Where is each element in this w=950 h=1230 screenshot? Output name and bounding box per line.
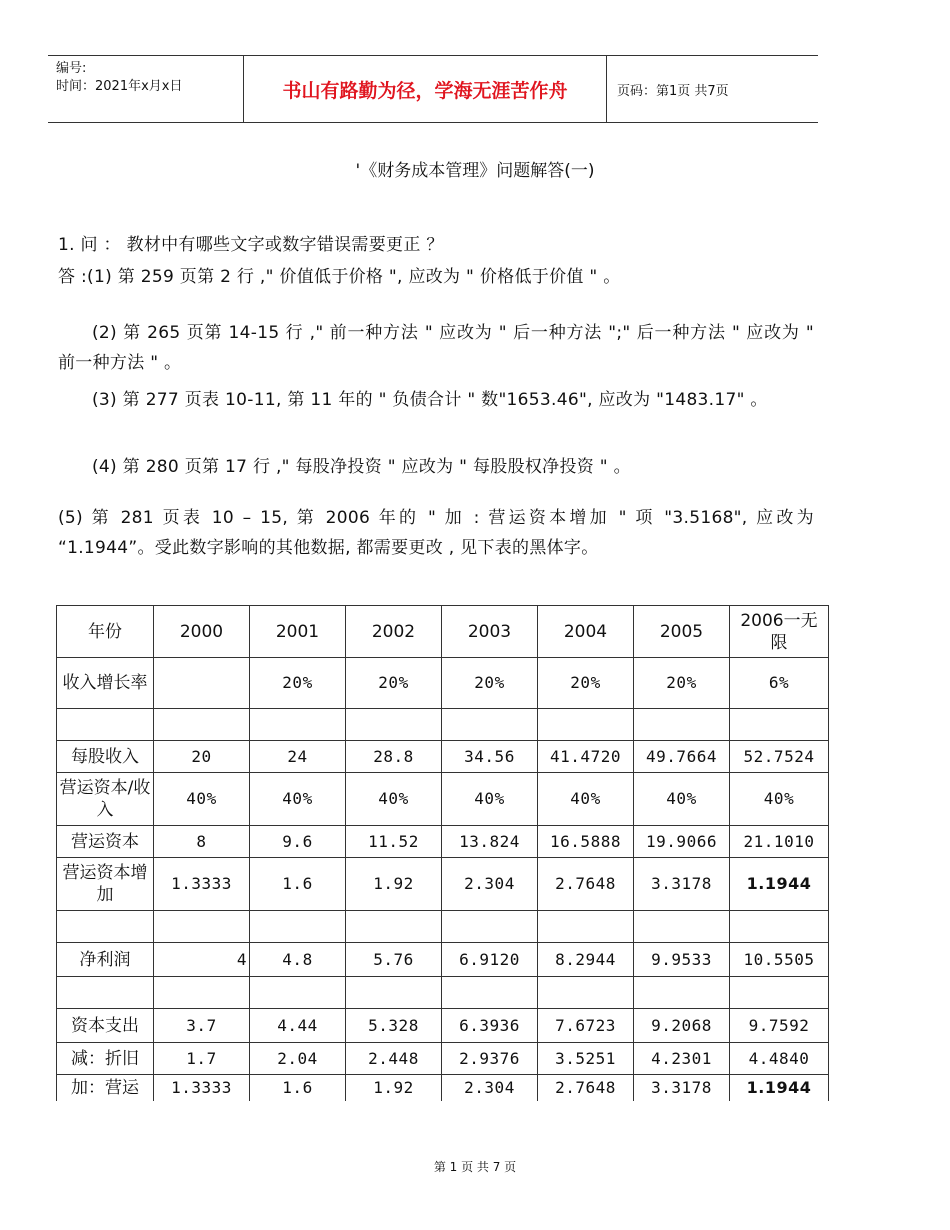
answer-item-3: (3) 第 277 页表 10-11, 第 11 年的 " 负债合计 " 数"1653.46", 应改为 "1483.17" 。 — [92, 390, 768, 410]
table-row — [57, 826, 829, 858]
header-cell: 2002 — [346, 606, 442, 658]
table-cell: 3.3178 — [634, 1075, 730, 1101]
table-cell — [538, 709, 634, 741]
page-header — [48, 55, 818, 123]
table-cell: 1.3333 — [154, 1075, 250, 1101]
table-cell: 41.4720 — [538, 741, 634, 773]
table-cell: 9.7592 — [730, 1009, 829, 1043]
table-cell: 20% — [346, 658, 442, 709]
table-cell — [346, 911, 442, 943]
table-cell: 20% — [250, 658, 346, 709]
table-cell: 4.4840 — [730, 1043, 829, 1075]
table-cell: 3.7 — [154, 1009, 250, 1043]
table-cell: 4.2301 — [634, 1043, 730, 1075]
table-cell: 5.76 — [346, 943, 442, 977]
table-cell: 40% — [250, 773, 346, 826]
table-cell: 8.2944 — [538, 943, 634, 977]
table-cell: 1.92 — [346, 1075, 442, 1101]
table-row — [57, 1075, 829, 1101]
row-label: 净利润 — [57, 943, 154, 977]
table-cell: 2.7648 — [538, 1075, 634, 1101]
table-cell: 40% — [538, 773, 634, 826]
table-row — [57, 1009, 829, 1043]
table-cell: 40% — [442, 773, 538, 826]
table-cell: 8 — [154, 826, 250, 858]
table-cell: 20% — [538, 658, 634, 709]
table-cell: 13.824 — [442, 826, 538, 858]
answer-item-1: 答 :(1) 第 259 页第 2 行 ," 价值低于价格 ", 应改为 " 价格低于价值 " 。 — [58, 267, 621, 287]
table-cell — [634, 911, 730, 943]
table-cell: 9.6 — [250, 826, 346, 858]
table-cell: 34.56 — [442, 741, 538, 773]
table-cell: 20% — [634, 658, 730, 709]
row-label — [57, 911, 154, 943]
table-cell: 4.8 — [250, 943, 346, 977]
answer-item-2: (2) 第 265 页第 14-15 行 ," 前一种方法 " 应改为 " 后一种方法 ";" 后一种方法 " 应改为 " 前一种方法 " 。 — [58, 323, 814, 373]
row-label: 每股收入 — [57, 741, 154, 773]
header-page-info: 页码：第1页 共7页 — [617, 83, 729, 99]
table-cell: 6% — [730, 658, 829, 709]
table-cell: 2.304 — [442, 1075, 538, 1101]
table-cell — [250, 911, 346, 943]
table-row — [57, 773, 829, 826]
table-cell: 7.6723 — [538, 1009, 634, 1043]
header-cell: 2000 — [154, 606, 250, 658]
table-cell: 1.6 — [250, 1075, 346, 1101]
table-cell: 40% — [346, 773, 442, 826]
table-row — [57, 709, 829, 741]
row-label: 营运资本增加 — [57, 858, 154, 911]
table-row — [57, 658, 829, 709]
table-cell: 2.7648 — [538, 858, 634, 911]
table-cell: 28.8 — [346, 741, 442, 773]
header-motto: 书山有路勤为径，学海无涯苦作舟 — [244, 56, 607, 122]
table-cell: 20 — [154, 741, 250, 773]
table-row — [57, 1043, 829, 1075]
answer-item-5: (5) 第 281 页表 10 – 15, 第 2006 年的 " 加 : 营运资本增加 " 项 "3.5168", 应改为 “1.1944”。受此数字影响的其他数据, 都需要更改 , 见下表的黑体字。 — [58, 508, 814, 558]
table-cell — [442, 911, 538, 943]
header-cell-year: 年份 — [57, 606, 154, 658]
table-cell: 19.9066 — [634, 826, 730, 858]
table-cell: 2.304 — [442, 858, 538, 911]
table-cell: 3.5251 — [538, 1043, 634, 1075]
table-cell — [730, 709, 829, 741]
correction-table — [56, 605, 829, 1101]
row-label: 减：折旧 — [57, 1043, 154, 1075]
table-cell: 40% — [730, 773, 829, 826]
table-cell: 9.2068 — [634, 1009, 730, 1043]
table-cell — [250, 977, 346, 1009]
table-row — [57, 911, 829, 943]
row-label: 营运资本/收入 — [57, 773, 154, 826]
table-row — [57, 977, 829, 1009]
table-cell: 11.52 — [346, 826, 442, 858]
table-header-row — [57, 606, 829, 658]
document-title: '《财务成本管理》问题解答(一) — [355, 161, 595, 181]
table-cell — [730, 977, 829, 1009]
table-row — [57, 741, 829, 773]
table-cell — [442, 709, 538, 741]
table-cell-corrected: 1.1944 — [730, 858, 829, 911]
table-cell: 20% — [442, 658, 538, 709]
row-label: 收入增长率 — [57, 658, 154, 709]
table-cell — [538, 977, 634, 1009]
row-label — [57, 709, 154, 741]
table-cell: 1.92 — [346, 858, 442, 911]
row-label: 资本支出 — [57, 1009, 154, 1043]
table-cell — [538, 911, 634, 943]
header-cell: 2003 — [442, 606, 538, 658]
table-cell: 16.5888 — [538, 826, 634, 858]
table-cell: 4 — [154, 943, 250, 977]
table-row — [57, 858, 829, 911]
table-cell — [250, 709, 346, 741]
table-cell — [154, 658, 250, 709]
table-cell: 2.04 — [250, 1043, 346, 1075]
table-cell: 3.3178 — [634, 858, 730, 911]
table-cell: 40% — [154, 773, 250, 826]
table-cell — [730, 911, 829, 943]
table-cell: 49.7664 — [634, 741, 730, 773]
table-cell-corrected: 1.1944 — [730, 1075, 829, 1101]
table-cell — [346, 977, 442, 1009]
table-cell — [634, 977, 730, 1009]
header-cell: 2005 — [634, 606, 730, 658]
table-cell — [154, 709, 250, 741]
table-cell — [634, 709, 730, 741]
table-cell — [346, 709, 442, 741]
header-cell: 2006一无限 — [730, 606, 829, 658]
table-cell: 6.3936 — [442, 1009, 538, 1043]
table-cell — [154, 977, 250, 1009]
table-cell — [442, 977, 538, 1009]
header-cell: 2001 — [250, 606, 346, 658]
table-cell: 1.3333 — [154, 858, 250, 911]
table-cell: 5.328 — [346, 1009, 442, 1043]
table-cell: 24 — [250, 741, 346, 773]
table-cell: 2.9376 — [442, 1043, 538, 1075]
table-cell: 9.9533 — [634, 943, 730, 977]
row-label: 营运资本 — [57, 826, 154, 858]
table-cell: 1.7 — [154, 1043, 250, 1075]
table-cell: 6.9120 — [442, 943, 538, 977]
table-cell — [154, 911, 250, 943]
table-cell: 4.44 — [250, 1009, 346, 1043]
document-time: 时间：2021年x月x日 — [56, 79, 183, 94]
header-meta — [48, 56, 244, 122]
document-number-label: 编号: — [56, 61, 87, 76]
table-cell: 10.5505 — [730, 943, 829, 977]
question-1: 1. 问 ： 教材中有哪些文字或数字错误需要更正 ？ — [58, 235, 444, 255]
table-row — [57, 943, 829, 977]
answer-item-4: (4) 第 280 页第 17 行 ," 每股净投资 " 应改为 " 每股股权净投资 " 。 — [92, 457, 631, 477]
table-cell: 52.7524 — [730, 741, 829, 773]
table-cell: 40% — [634, 773, 730, 826]
page-footer: 第 1 页 共 7 页 — [433, 1160, 517, 1174]
header-cell: 2004 — [538, 606, 634, 658]
row-label: 加：营运 — [57, 1075, 154, 1101]
row-label — [57, 977, 154, 1009]
table-cell: 1.6 — [250, 858, 346, 911]
table-cell: 21.1010 — [730, 826, 829, 858]
table-cell: 2.448 — [346, 1043, 442, 1075]
